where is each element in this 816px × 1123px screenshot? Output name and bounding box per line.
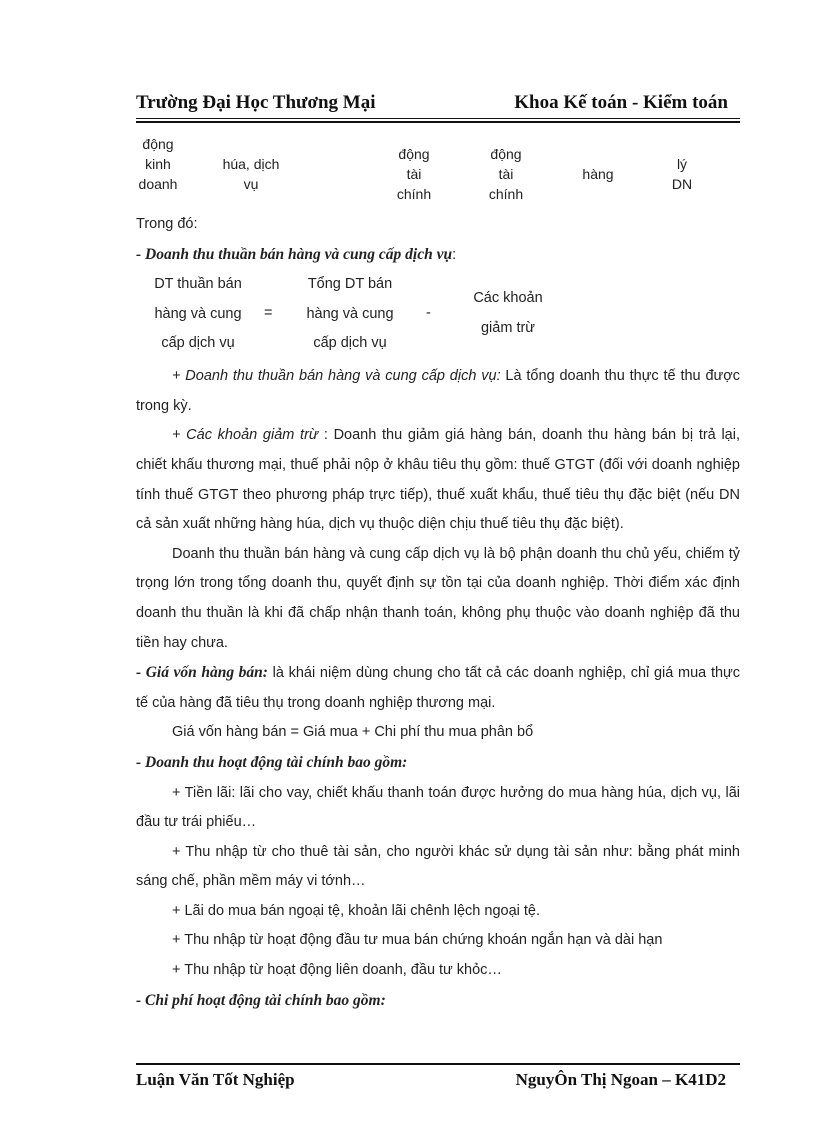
header-rule-thin — [136, 118, 740, 119]
formula-left: DT thuần bán hàng và cung cấp dịch vụ — [154, 276, 242, 352]
header-school: Trường Đại Học Thương Mại — [136, 92, 376, 113]
intro-line: Trong đó: — [136, 216, 198, 232]
formula-minus: - — [426, 305, 431, 322]
table-cell-5: hàng — [582, 166, 614, 182]
table-cell-4: động tài chính — [488, 146, 524, 202]
page-header — [136, 92, 740, 118]
page-footer — [136, 1070, 740, 1094]
section-revenue-heading: - Doanh thu thuần bán hàng và cung cấp dịch vụ: — [136, 245, 457, 263]
list-item: + Tiền lãi: lãi cho vay, chiết khấu thanh toán được hưởng do mua hàng húa, dịch vụ, lãi đầu tư trái phiếu… — [136, 784, 740, 831]
header-rule-thick — [136, 121, 740, 123]
table-cell-6: lý DN — [671, 156, 693, 192]
footer-author: NguyÔn Thị Ngoan – K41D2 — [515, 1070, 726, 1089]
footer-title: Luận Văn Tốt Nghiệp — [136, 1070, 295, 1089]
list-item: + Lãi do mua bán ngoại tệ, khoản lãi chênh lệch ngoại tệ. — [172, 902, 541, 919]
formula-middle: Tổng DT bán hàng và cung cấp dịch vụ — [306, 276, 394, 352]
table-cell-3: động tài chính — [396, 146, 432, 202]
revenue-formula — [136, 270, 740, 362]
paragraph-net-revenue-role: Doanh thu thuần bán hàng và cung cấp dịch vụ là bộ phận doanh thu chủ yếu, chiếm tỷ trọng lớn trong tổng doanh thu, quyết định sự tồn tại của doanh nghiệp. Thời điểm xác định doanh thu thuần là khi đã chấp nhận thanh toán, không phụ thuộc vào doanh nghiệp đã thu tiền hay chưa. — [136, 545, 740, 651]
footer-rule — [136, 1063, 740, 1065]
list-item: + Thu nhập từ cho thuê tài sản, cho người khác sử dụng tài sản như: bằng phát minh sáng chế, phần mềm máy vi tớnh… — [136, 843, 740, 890]
table-cell-2: húa, dịch vụ — [222, 156, 280, 192]
paragraph-net-revenue: + Doanh thu thuần bán hàng và cung cấp dịch vụ: Là tổng doanh thu thực tế thu được trong kỳ. — [136, 368, 740, 414]
paragraph-deductions: + Các khoản giảm trừ : Doanh thu giảm giá hàng bán, doanh thu hàng bán bị trả lại, chiết khấu thương mại, thuế phải nộp ở khâu tiêu thụ gồm: thuế GTGT (đối với doanh nghiệp tính thuế GTGT theo phương pháp trực tiếp), thuế xuất khẩu, thuế tiêu thụ đặc biệt (nếu DN cả sản xuất những hàng húa, dịch vụ thuộc diện chịu thuế tiêu thụ đặc biệt). — [136, 427, 740, 533]
list-item: + Thu nhập từ hoạt động đầu tư mua bán chứng khoán ngắn hạn và dài hạn — [172, 932, 663, 949]
section-cogs: - Giá vốn hàng bán: là khái niệm dùng chung cho tất cả các doanh nghiệp, chỉ giá mua thực tế của hàng đã tiêu thụ trong doanh nghiệp thương mại. — [136, 664, 741, 711]
section-financial-income-heading: - Doanh thu hoạt động tài chính bao gồm: — [136, 753, 408, 771]
list-item: + Thu nhập từ hoạt động liên doanh, đầu tư khỏc… — [172, 962, 502, 979]
section-financial-expense-heading: - Chi phí hoạt động tài chính bao gồm: — [136, 991, 386, 1009]
header-faculty: Khoa Kế toán - Kiểm toán — [514, 92, 728, 113]
formula-equals: = — [264, 305, 273, 322]
table-cell-1: động kinh doanh — [138, 136, 178, 192]
cogs-formula: Giá vốn hàng bán = Giá mua + Chi phí thu mua phân bổ — [172, 724, 534, 741]
page-body — [136, 210, 740, 1016]
formula-right: Các khoản giảm trừ — [473, 290, 543, 336]
